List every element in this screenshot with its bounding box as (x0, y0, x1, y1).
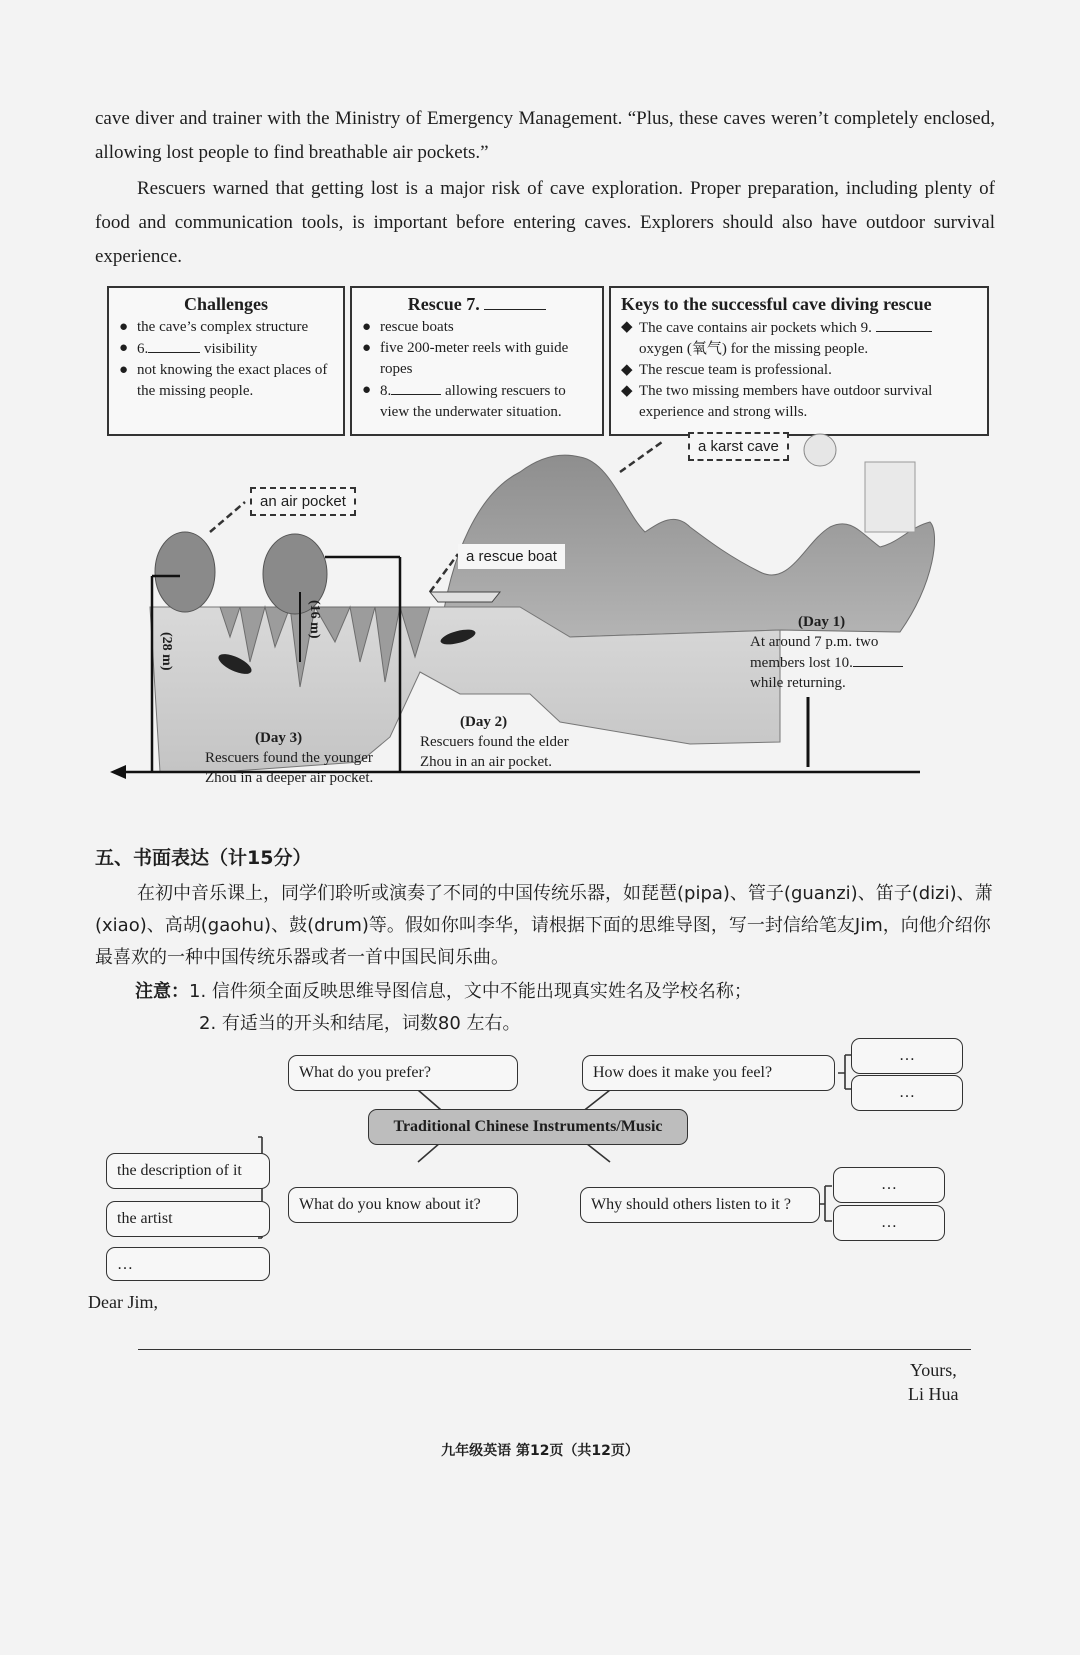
day-3-note: (Day 3) Rescuers found the younger Zhou in a deeper air pocket. (205, 730, 374, 786)
rescue-box (350, 286, 604, 436)
writing-instructions: 在初中音乐课上，同学们聆听或演奏了不同的中国传统乐器，如琵琶(pipa)、管子(guanzi)、笛子(dizi)、萧(xiao)、高胡(gaohu)、鼓(drum)等。假如你叫李华，请根据下面的思维导图，写一封信给笔友Jim，向他介绍你最喜欢的一种中国传统乐器或者一首中国民间乐曲。 (95, 883, 993, 968)
answer-blank-6[interactable] (148, 338, 200, 353)
rescue-item: ● five 200-meter reels with guide ropes (362, 340, 569, 377)
mind-map-node-prefer: What do you prefer? (288, 1055, 518, 1091)
answer-blank-9[interactable] (876, 317, 932, 332)
answer-blank-10[interactable] (853, 652, 903, 667)
passage-paragraph-2: Rescuers warned that getting lost is a major risk of cave exploration. Proper preparation, including plenty of food and communication tools, is important before entering caves. Explorers should also have outdoor survival experience. (95, 178, 995, 267)
air-pocket-1 (155, 532, 215, 612)
building (865, 462, 915, 532)
day-1-note: (Day 1) At around 7 p.m. two members lost 10. while returning. (750, 612, 910, 693)
writing-line[interactable] (138, 1349, 971, 1350)
air-pocket-label: an air pocket (250, 487, 356, 516)
rescue-boat-shape (430, 592, 500, 602)
challenges-title: Challenges (183, 294, 268, 314)
challenges-box (107, 286, 345, 436)
letter-greeting: Dear Jim, (88, 1292, 158, 1312)
depth-28m: (28 m) (159, 632, 174, 671)
writing-note-2: 2. 有适当的开头和结尾，词数80 左右。 (199, 1013, 521, 1034)
page-footer: 九年级英语 第12页（共12页） (441, 1443, 639, 1459)
letter-closing: Yours, (910, 1360, 957, 1380)
challenge-item: ● 6. visibility (119, 340, 258, 357)
section-title: 五、书面表达（计15分） (95, 847, 312, 869)
mind-map-center: Traditional Chinese Instruments/Music (368, 1109, 688, 1145)
mind-map-blank: … (851, 1075, 963, 1111)
rescue-item: ● rescue boats (362, 319, 454, 335)
challenge-item: ● the cave’s complex structure (119, 319, 309, 335)
cave-rescue-diagram (100, 432, 1000, 830)
key-item: ◆ The cave contains air pockets which 9. oxygen (氧气) for the missing people. (621, 317, 977, 360)
tree (804, 434, 836, 466)
mind-map-blank: … (833, 1167, 945, 1203)
challenge-item: ● not knowing the exact places of the missing people. (119, 362, 328, 399)
letter-signature: Li Hua (908, 1384, 959, 1404)
keys-title: Keys to the successful cave diving rescue (621, 294, 932, 314)
mind-map-node-why: Why should others listen to it ? (580, 1187, 820, 1223)
rescue-item: ● 8. allowing rescuers to view the underwater situation. (362, 382, 566, 420)
mind-map-node-know: What do you know about it? (288, 1187, 518, 1223)
mind-map-blank: … (833, 1205, 945, 1241)
rescue-title: Rescue 7. (362, 294, 592, 315)
mind-map-node-description: the description of it (106, 1153, 270, 1189)
key-item: ◆ The rescue team is professional. (621, 362, 832, 378)
passage-paragraph-1: cave diver and trainer with the Ministry of Emergency Management. “Plus, these caves weren’t completely enclosed, allowing lost people to find breathable air pockets.” (95, 108, 995, 163)
answer-blank-7[interactable] (484, 295, 546, 310)
mind-map-node-artist: the artist (106, 1201, 270, 1237)
writing-note-1: 注意：1. 信件须全面反映思维导图信息，文中不能出现真实姓名及学校名称； (135, 981, 752, 1002)
answer-blank-8[interactable] (391, 380, 441, 395)
mind-map (100, 1025, 980, 1273)
mind-map-blank: … (851, 1038, 963, 1074)
karst-cave-label: a karst cave (688, 432, 789, 461)
rescue-boat-label: a rescue boat (458, 544, 565, 569)
depth-16m: (16 m) (307, 600, 322, 639)
key-item: ◆ The two missing members have outdoor survival experience and strong wills. (621, 383, 933, 420)
keys-box (609, 286, 989, 436)
day-2-note: (Day 2) Rescuers found the elder Zhou in an air pocket. (420, 714, 569, 770)
mind-map-blank: … (106, 1247, 270, 1281)
mind-map-node-feel: How does it make you feel? (582, 1055, 835, 1091)
